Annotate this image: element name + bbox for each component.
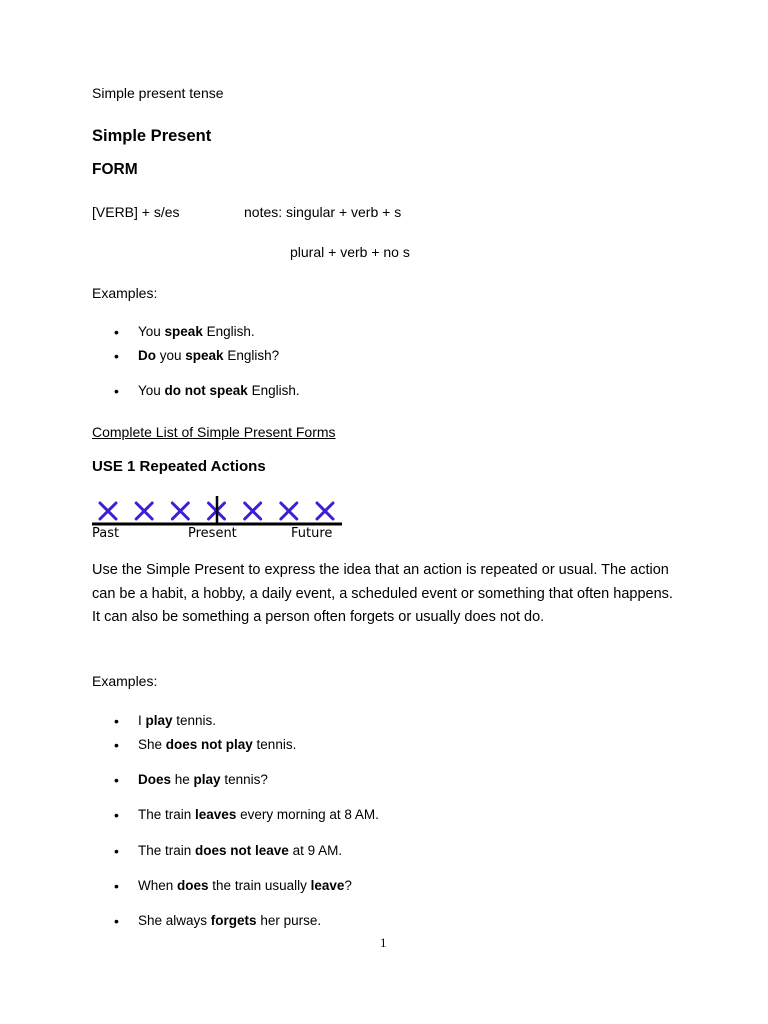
list-item xyxy=(92,772,379,807)
list-item xyxy=(92,713,379,737)
example-text: at 9 AM. xyxy=(288,843,343,858)
list-item xyxy=(92,913,379,937)
examples-list-form xyxy=(92,324,300,407)
page-title: Simple Present xyxy=(92,127,212,145)
bold-verb: play xyxy=(193,772,221,787)
bold-verb: speak xyxy=(164,324,203,339)
timeline-label-present: Present xyxy=(188,526,237,541)
form-formula: [VERB] + s/es xyxy=(92,204,180,220)
example-text: ? xyxy=(344,878,352,893)
example-text: The train xyxy=(138,807,196,822)
bold-verb: speak xyxy=(185,348,224,363)
use1-paragraph: Use the Simple Present to express the idea that an action is repeated or usual. The action can be a habit, a hobby, a daily event, a scheduled event or something that often happens. It can also be something a person often forgets or usually does not do. xyxy=(92,562,673,625)
list-item xyxy=(92,807,379,843)
example-text: English. xyxy=(247,383,300,398)
example-text: you xyxy=(156,348,186,363)
examples-list-use1 xyxy=(92,713,379,937)
page-number: 1 xyxy=(380,935,387,950)
example-text: The train xyxy=(138,843,196,858)
list-item xyxy=(92,324,300,348)
bold-verb: does not leave xyxy=(195,843,289,858)
bold-verb: Do xyxy=(138,348,156,363)
list-item xyxy=(92,878,379,913)
bold-verb: does not play xyxy=(165,737,253,752)
timeline-label-past: Past xyxy=(92,526,120,541)
example-text: When xyxy=(138,878,178,893)
example-text: he xyxy=(171,772,194,787)
timeline-x-mark xyxy=(100,503,116,519)
bold-verb: does xyxy=(177,878,209,893)
bold-verb: forgets xyxy=(210,913,257,928)
repeated-actions-timeline xyxy=(90,494,344,542)
list-item xyxy=(92,843,379,878)
list-item xyxy=(92,737,379,772)
list-item xyxy=(92,383,300,407)
form-notes-singular: notes: singular + verb + s xyxy=(244,204,402,220)
example-text: I xyxy=(138,713,146,728)
bold-verb: Does xyxy=(138,772,172,787)
examples-label-2: Examples: xyxy=(92,673,158,689)
timeline-x-mark xyxy=(245,503,261,519)
bold-verb: do not speak xyxy=(164,383,248,398)
form-notes-plural: plural + verb + no s xyxy=(290,244,410,260)
example-text: She xyxy=(138,737,166,752)
timeline-x-mark xyxy=(172,503,188,519)
example-text: She always xyxy=(138,913,211,928)
example-text: tennis. xyxy=(172,713,217,728)
timeline-x-mark xyxy=(281,503,297,519)
timeline-x-mark xyxy=(317,503,333,519)
example-text: You xyxy=(138,324,165,339)
bold-verb: play xyxy=(145,713,173,728)
document-header: Simple present tense xyxy=(92,85,224,101)
example-text: her purse. xyxy=(256,913,322,928)
form-heading: FORM xyxy=(92,161,138,178)
example-text: English? xyxy=(223,348,280,363)
example-text: every morning at 8 AM. xyxy=(236,807,379,822)
timeline-graphic xyxy=(90,494,344,542)
list-item xyxy=(92,348,300,383)
examples-label: Examples: xyxy=(92,285,158,301)
example-text: tennis? xyxy=(220,772,268,787)
example-text: tennis. xyxy=(252,737,297,752)
example-text: English. xyxy=(202,324,255,339)
timeline-label-future: Future xyxy=(291,526,333,541)
bold-verb: leave xyxy=(310,878,345,893)
complete-forms-link[interactable]: Complete List of Simple Present Forms xyxy=(92,424,336,440)
timeline-x-mark xyxy=(136,503,152,519)
example-text: the train usually xyxy=(208,878,311,893)
use1-heading: USE 1 Repeated Actions xyxy=(92,458,266,475)
bold-verb: leaves xyxy=(195,807,237,822)
example-text: You xyxy=(138,383,165,398)
